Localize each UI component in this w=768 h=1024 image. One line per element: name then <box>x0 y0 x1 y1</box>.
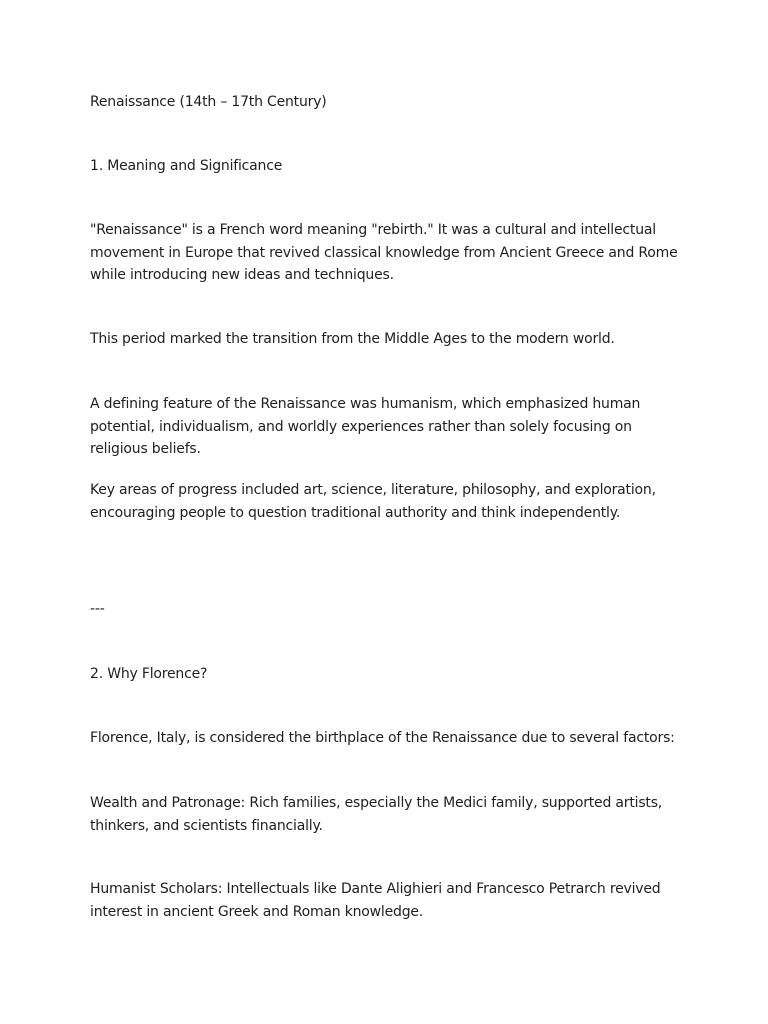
section-heading-meaning: 1. Meaning and Significance <box>90 158 283 174</box>
paragraph-transition: This period marked the transition from the Middle Ages to the modern world. <box>90 331 615 347</box>
section-heading-florence: 2. Why Florence? <box>90 666 208 682</box>
paragraph-humanist-scholars: Humanist Scholars: Intellectuals like Dante Alighieri and Francesco Petrarch revived interest in ancient Greek and Roman knowledge. <box>90 881 661 920</box>
paragraph-florence-intro: Florence, Italy, is considered the birthplace of the Renaissance due to several factors: <box>90 730 675 746</box>
section-separator: --- <box>90 601 105 617</box>
paragraph-renaissance-definition: "Renaissance" is a French word meaning "rebirth." It was a cultural and intellectual movement in Europe that revived classical knowledge from Ancient Greece and Rome while introducing new ideas and techniques. <box>90 222 678 283</box>
paragraph-wealth-patronage: Wealth and Patronage: Rich families, especially the Medici family, supported artists, thinkers, and scientists financially. <box>90 795 663 834</box>
document-title: Renaissance (14th – 17th Century) <box>90 94 327 110</box>
paragraph-key-areas: Key areas of progress included art, science, literature, philosophy, and exploration, encouraging people to question traditional authority and think independently. <box>90 482 656 521</box>
paragraph-humanism: A defining feature of the Renaissance was humanism, which emphasized human potential, individualism, and worldly experiences rather than solely focusing on religious beliefs. <box>90 396 641 457</box>
